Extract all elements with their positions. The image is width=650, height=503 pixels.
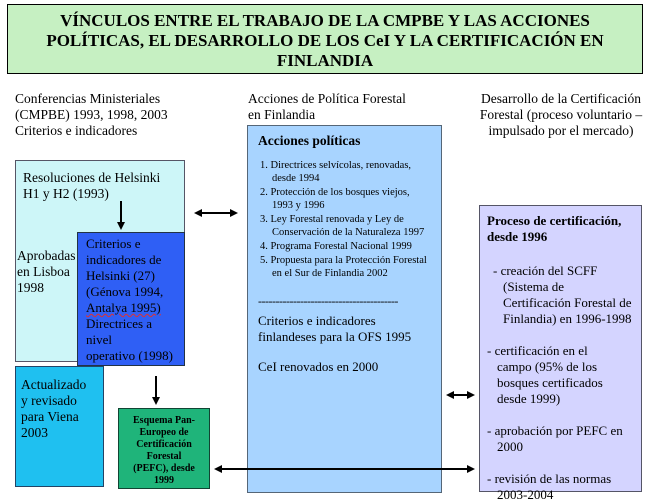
divider-line: ----------------------------------------	[258, 294, 398, 308]
text-line: Helsinki (27)	[86, 268, 155, 283]
list-item: 1. Directrices selvícolas, renovadas, desde 1994	[260, 160, 412, 184]
text-line: (Sistema de	[503, 279, 565, 294]
column-header-left-line: (CMPBE) 1993, 1998, 2003	[15, 107, 168, 122]
text-line: y revisado	[21, 393, 77, 408]
title-line-1: VÍNCULOS ENTRE EL TRABAJO DE LA CMPBE Y LAS ACCIONES	[60, 11, 590, 30]
text-line: - aprobación por PEFC en	[487, 423, 623, 438]
title-line-3: FINLANDIA	[276, 51, 374, 70]
text-line: Actualizado	[21, 377, 87, 392]
list-item: 3. Ley Forestal renovada y Ley de Conservación de la Naturaleza 1997	[260, 214, 425, 238]
list-item: 4. Programa Forestal Nacional 1999	[260, 241, 412, 252]
text-line: - certificación en el	[487, 343, 588, 358]
text-line: 1999	[154, 475, 174, 486]
text-line: Proceso de certificación,	[487, 213, 622, 228]
text-line: (PEFC), desde	[133, 463, 195, 474]
text-line: 2003-2004	[497, 487, 554, 502]
text-line: 2003	[21, 425, 48, 440]
text-line: finlandeses para la OFS 1995	[258, 329, 412, 344]
column-header-middle-line: Acciones de Política Forestal	[248, 91, 406, 106]
text-line: Esquema Pan-	[133, 415, 195, 426]
text-line: Certificación Forestal de	[503, 295, 632, 310]
text-line: (Génova 1994,	[86, 284, 164, 299]
text-line: en Lisboa	[17, 264, 70, 279]
column-header-right-line: Forestal (proceso voluntario –	[479, 107, 643, 122]
text-line: 1998	[17, 280, 44, 295]
text-line: Certificación	[136, 439, 192, 450]
title-line-2: POLÍTICAS, EL DESARROLLO DE LOS CeI Y LA CERTIFICACIÓN EN	[46, 31, 604, 50]
text-line: indicadores de	[86, 252, 162, 267]
text-line: desde 1999)	[497, 391, 561, 406]
text-line: Criterios e indicadores	[258, 313, 376, 328]
list-item: 2. Protección de los bosques viejos, 1993 y 1996	[260, 187, 410, 211]
text-line: - creación del SCFF	[493, 263, 598, 278]
text-line: 2000	[497, 439, 523, 454]
text-line: operativo (1998)	[86, 348, 174, 363]
text-line: Finlandia) en 1996-1998	[503, 311, 632, 326]
column-header-right-line: Desarrollo de la Certificación	[480, 91, 642, 106]
text-line: desde 1996	[487, 229, 548, 244]
text-line: Aprobadas	[17, 248, 76, 263]
policy-actions-heading: Acciones políticas	[258, 133, 361, 148]
text-line: - revisión de las normas	[487, 471, 612, 486]
text-line: Criterios e	[86, 236, 141, 251]
text-line: Directrices a nivel	[86, 316, 153, 347]
column-header-middle-line: en Finlandia	[248, 107, 316, 122]
text-line: para Viena	[21, 409, 79, 424]
text-line: H1 y H2 (1993)	[23, 186, 109, 201]
text-line: Forestal	[146, 451, 182, 462]
list-item: 5. Propuesta para la Protección Forestal en el Sur de Finlandia 2002	[260, 255, 427, 279]
column-header-right-line: impulsado por el mercado)	[488, 123, 634, 138]
text-line: Europeo de	[139, 427, 189, 438]
cei-renewed-text: CeI renovados en 2000	[258, 359, 379, 374]
text-line: Antalya 1995)	[86, 300, 161, 315]
text-line: campo (95% de los	[497, 359, 598, 374]
column-header-left-line: Criterios e indicadores	[15, 123, 138, 138]
text-line: Resoluciones de Helsinki	[23, 170, 161, 185]
text-line: bosques certificados	[497, 375, 603, 390]
column-header-left-line: Conferencias Ministeriales	[15, 91, 161, 106]
